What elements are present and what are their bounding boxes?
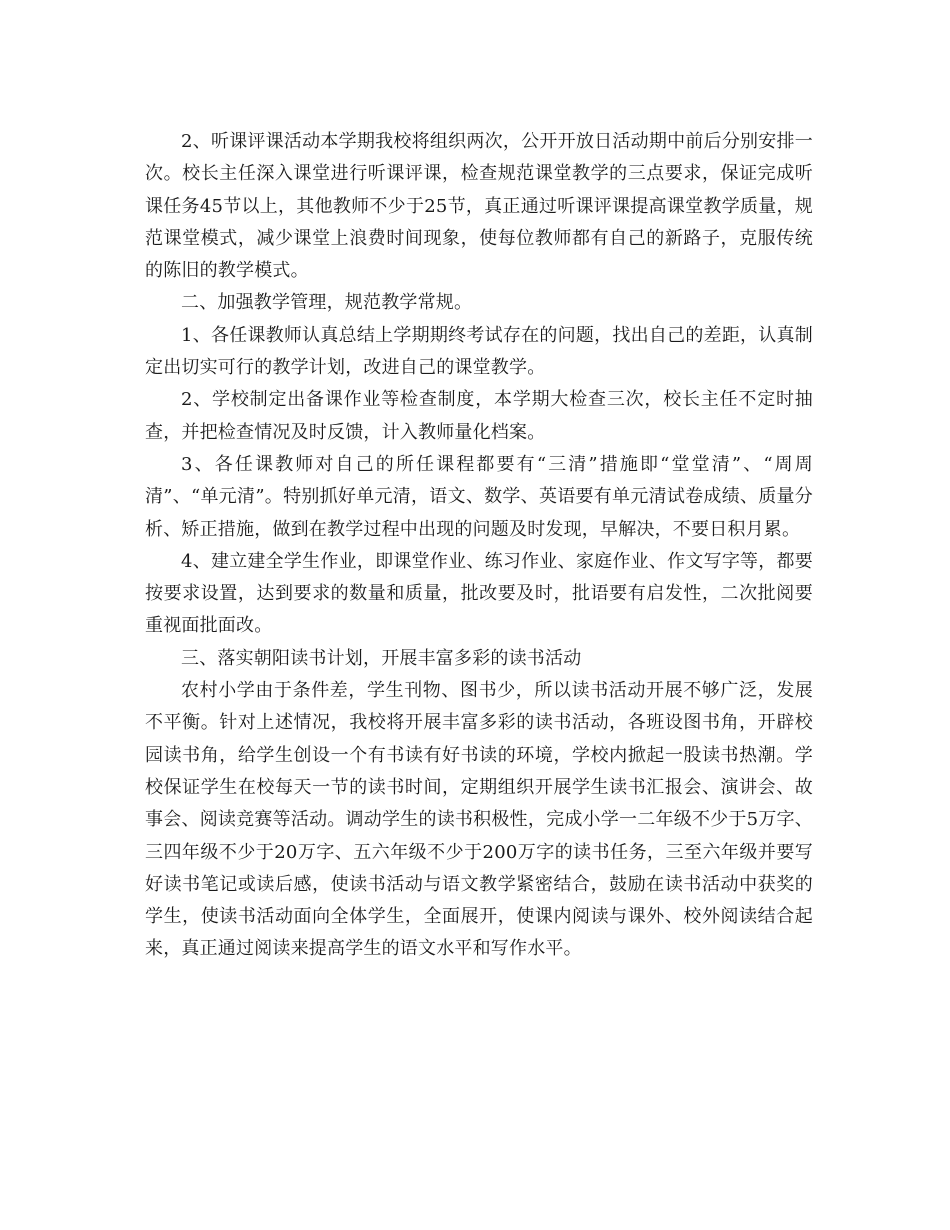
section-heading-reading-plan: 三、落实朝阳读书计划，开展丰富多彩的读书活动 — [181, 647, 582, 669]
document-page — [145, 126, 813, 966]
paragraph-teaching-plan: 1、各任课教师认真总结上学期期终考试存在的问题，找出自己的差距，认真制定出切实可行的教学计划，改进自己的课堂教学。 — [145, 324, 813, 379]
paragraph-three-clears: 3、各任课教师对自己的所任课程都要有“三清”措施即“堂堂清”、“周周清”、“单元清”。特别抓好单元清，语文、数学、英语要有单元清试卷成绩、质量分析、矫正措施，做到在教学过程中出现的问题及时发现，早解决，不要日积月累。 — [145, 453, 813, 540]
paragraph-reading-activities: 农村小学由于条件差，学生刊物、图书少，所以读书活动开展不够广泛，发展不平衡。针对上述情况，我校将开展丰富多彩的读书活动，各班设图书角，开辟校园读书角，给学生创设一个有书读有好书读的环境，学校内掀起一股读书热潮。学校保证学生在校每天一节的读书时间，定期组织开展学生读书汇报会、演讲会、故事会、阅读竞赛等活动。调动学生的读书积极性，完成小学一二年级不少于5万字、三四年级不少于20万字、五六年级不少于200万字的读书任务，三至六年级并要写好读书笔记或读后感，使读书活动与语文教学紧密结合，鼓励在读书活动中获奖的学生，使读书活动面向全体学生，全面展开，使课内阅读与课外、校外阅读结合起来，真正通过阅读来提高学生的语文水平和写作水平。 — [145, 680, 813, 960]
section-heading-teaching-management: 二、加强教学管理，规范教学常规。 — [181, 292, 473, 314]
paragraph-student-homework: 4、建立建全学生作业，即课堂作业、练习作业、家庭作业、作文写字等，都要按要求设置，达到要求的数量和质量，批改要及时，批语要有启发性，二次批阅要重视面批面改。 — [145, 550, 813, 637]
paragraph-lesson-observation: 2、听课评课活动本学期我校将组织两次，公开开放日活动期中前后分别安排一次。校长主任深入课堂进行听课评课，检查规范课堂教学的三点要求，保证完成听课任务45节以上，其他教师不少于25节，真正通过听课评课提高课堂教学质量，规范课堂模式，减少课堂上浪费时间现象，使每位教师都有自己的新路子，克服传统的陈旧的教学模式。 — [145, 131, 813, 282]
paragraph-inspection-system: 2、学校制定出备课作业等检查制度，本学期大检查三次，校长主任不定时抽查，并把检查情况及时反馈，计入教师量化档案。 — [145, 389, 813, 443]
